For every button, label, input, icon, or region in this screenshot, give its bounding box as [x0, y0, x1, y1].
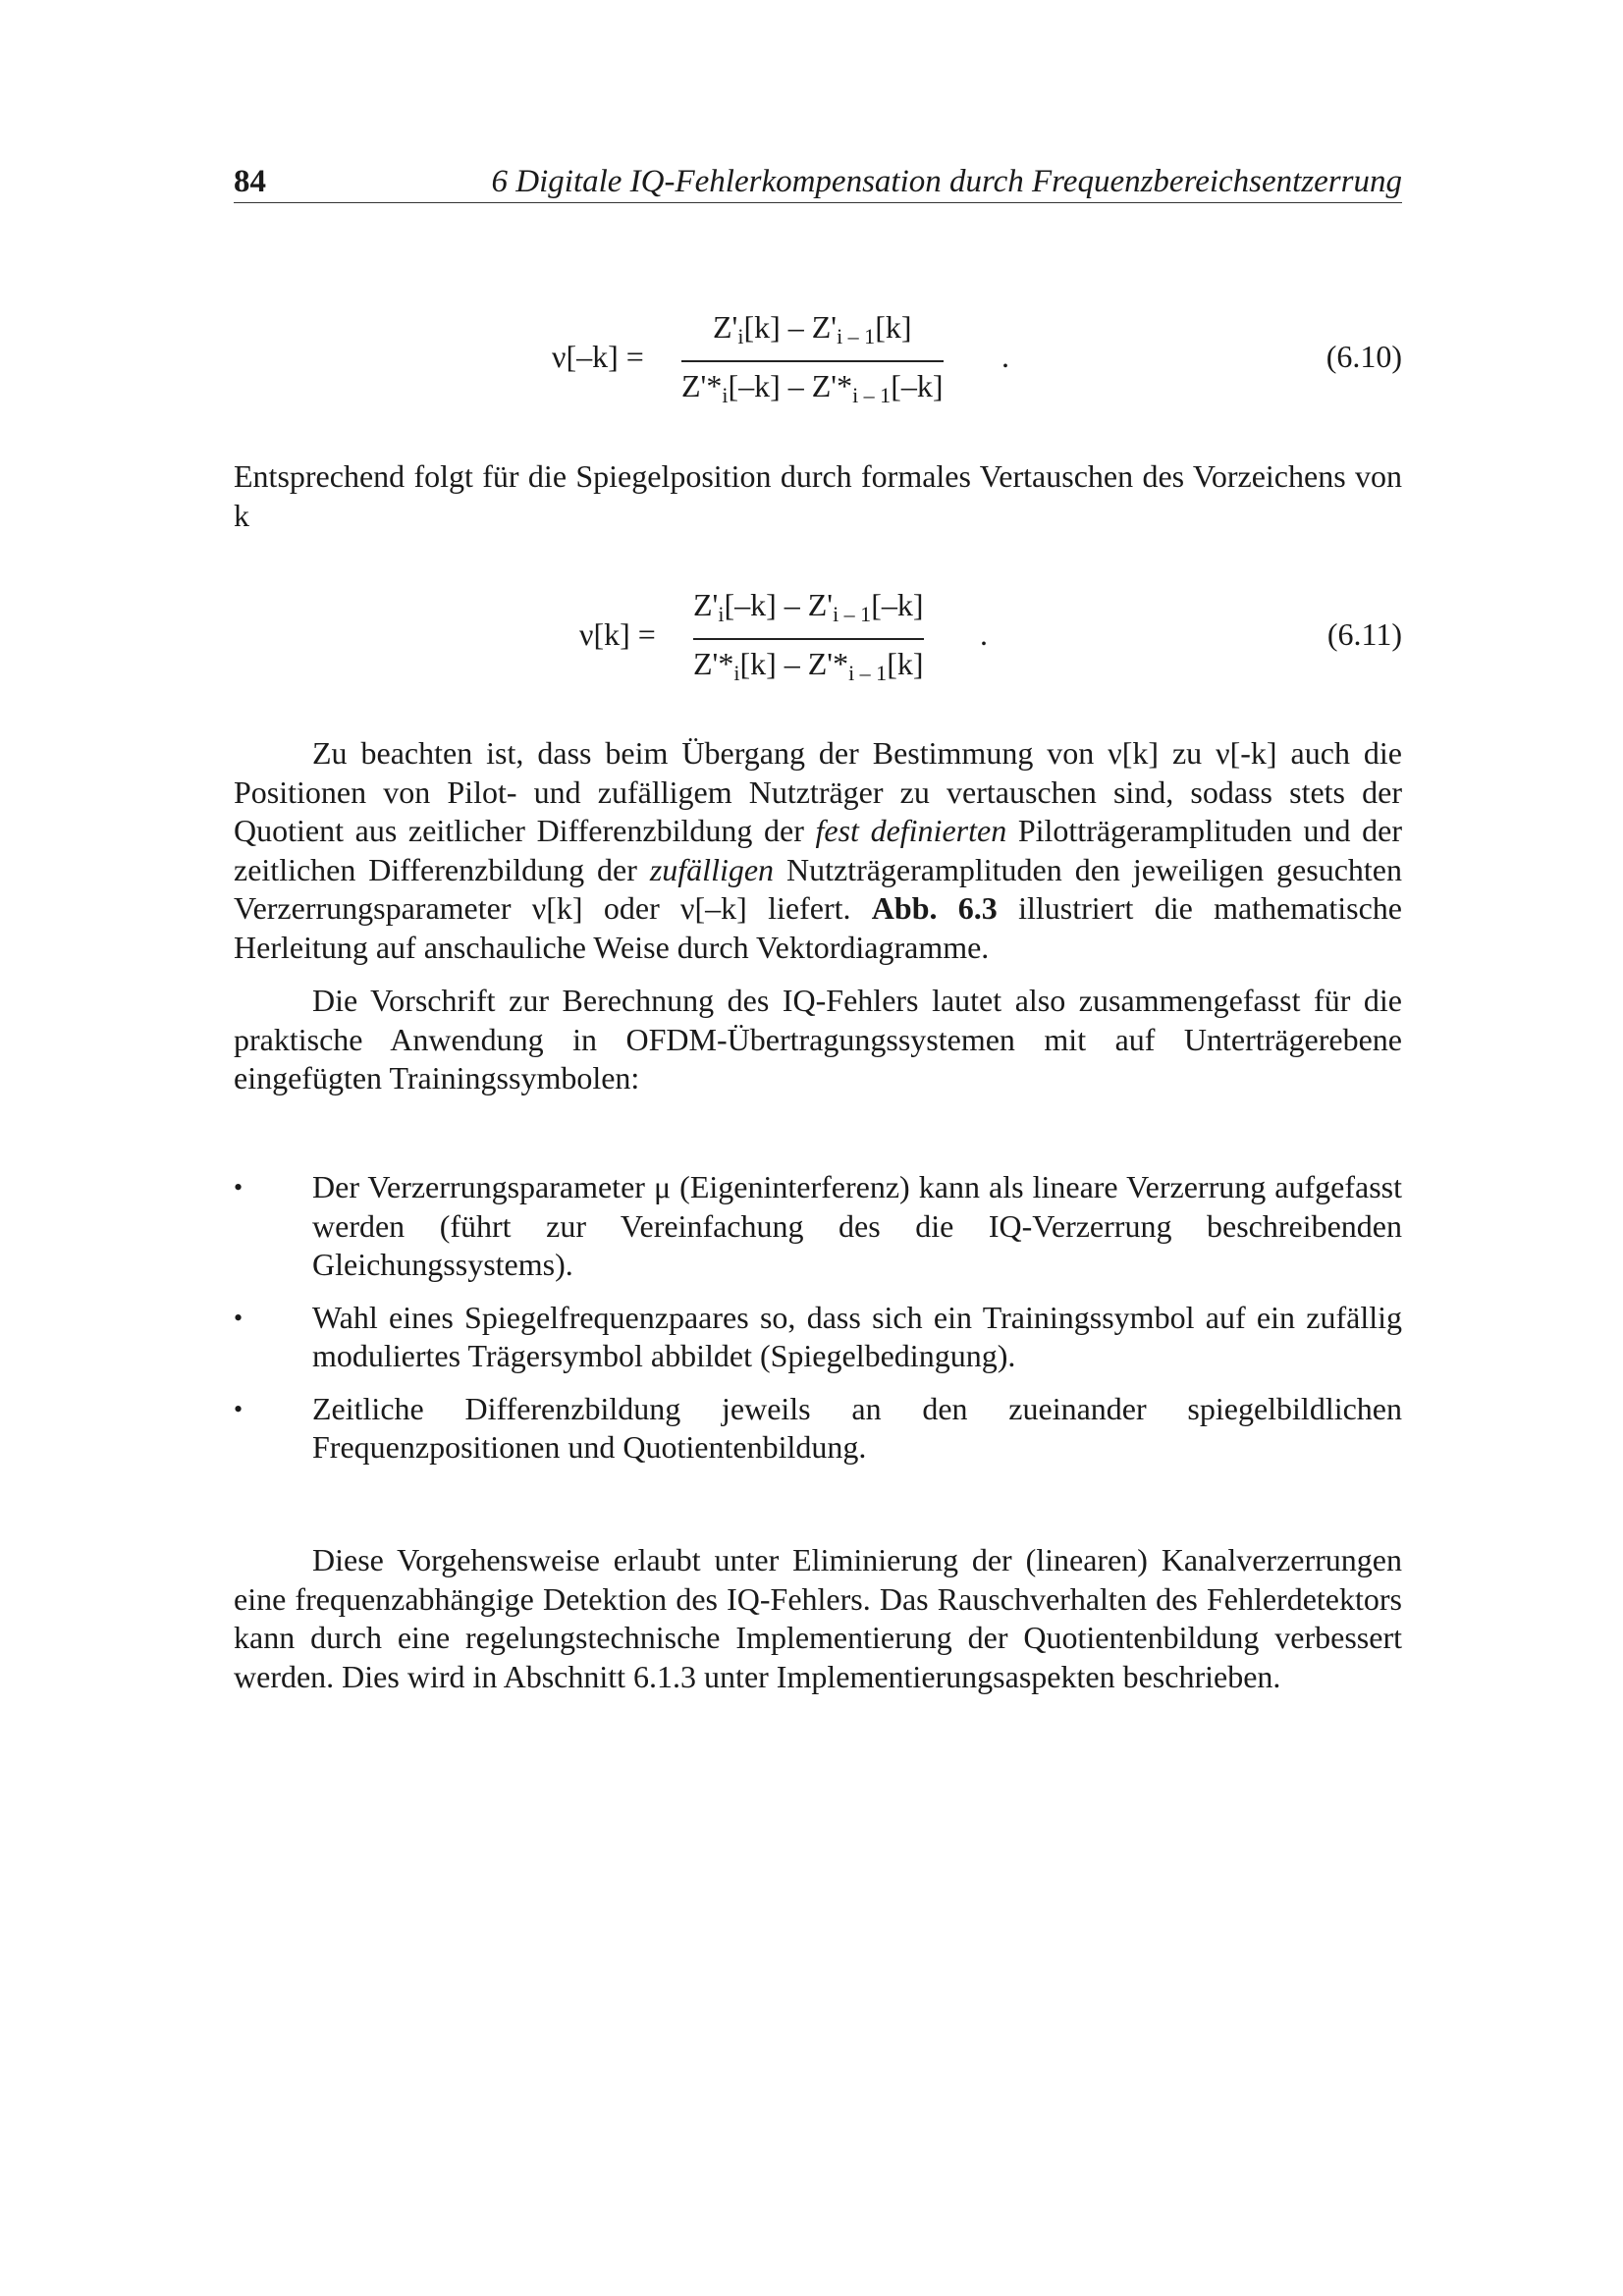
equation-fraction — [693, 587, 924, 691]
equation-lhs: ν[–k] = — [552, 339, 644, 374]
bullet-marker: • — [234, 1394, 243, 1423]
equation-numerator: $Z'_i[k] - Z'_{i - 1}[k]$ — [681, 309, 944, 362]
bullet-list — [234, 1168, 1402, 1468]
list-item: • Wahl eines Spiegelfrequenzpaares so, dass sich ein Trainingssymbol auf ein zufällig moduliertes Trägersymbol abbildet (Spiegelbedingung). — [234, 1299, 1402, 1373]
paragraph-vorschrift: Die Vorschrift zur Berechnung des IQ-Fehlers lautet also zusammengefasst für die praktische Anwendung in OFDM-Übertragungssystemen mit auf Unterträgerebene eingefügten Trainingssymbolen: — [234, 983, 1402, 1095]
bullet-marker: • — [234, 1303, 243, 1332]
equation-6-11 — [0, 587, 1623, 685]
paragraph-vertauschen: Zu beachten ist, dass beim Übergang der Bestimmung von ν[k] zu ν[-k] auch die Positionen von Pilot- und zufälligem Nutzträger zu vertauschen sind, sodass stets der Quotient aus zeitlicher Differenzbildung der fest definierten Pilotträgeramplituden und der zeitlichen Differenzbildung der zufälligen Nutzträgeramplituden den jeweiligen gesuchten Verzerrungsparameter ν[k] oder ν[–k] liefert. Abb. 6.3 illustriert die mathematische Herleitung auf anschauliche Weise durch Vektordiagramme. — [234, 735, 1403, 965]
equation-denominator: $Z'*_i[k] - Z'*_{i - 1}[k]$ — [693, 646, 924, 685]
equation-numerator: $Z'_i[-k] - Z'_{i - 1}[-k]$ — [693, 587, 924, 640]
page-number: 84 — [234, 164, 266, 199]
paragraph-intro-mirror: Entsprechend folgt für die Spiegelposition durch formales Vertauschen des Vorzeichens von k — [234, 458, 1402, 533]
list-item: • Zeitliche Differenzbildung jeweils an den zueinander spiegelbildlichen Frequenzpositionen und Quotientenbildung. — [234, 1390, 1402, 1465]
page-header — [234, 161, 1402, 203]
figure-reference: Abb. 6.3 — [871, 890, 998, 926]
equation-lhs: ν[k] = — [579, 616, 656, 652]
equation-denominator: $Z'*_i[-k] - Z'*_{i - 1}[-k]$ — [681, 368, 944, 407]
equation-number: (6.11) — [1326, 616, 1402, 652]
equation-number: (6.10) — [1325, 339, 1402, 374]
equation-period: . — [980, 616, 988, 652]
equation-period: . — [1001, 339, 1009, 374]
running-title: 6 Digitale IQ-Fehlerkompensation durch Frequenzbereichsentzerrung — [491, 164, 1402, 199]
equation-6-10 — [0, 309, 1623, 407]
bullet-marker: • — [234, 1173, 243, 1201]
paragraph-vorgehensweise: Diese Vorgehensweise erlaubt unter Eliminierung der (linearen) Kanalverzerrungen eine frequenzabhängige Detektion des IQ-Fehlers. Das Rauschverhalten des Fehlerdetektors kann durch eine regelungstechnische Implementierung der Quotientenbildung verbessert werden. Dies wird in Abschnitt 6.1.3 unter Implementierungsaspekten beschrieben. — [234, 1542, 1402, 1694]
equation-fraction — [681, 309, 944, 413]
list-item: • Der Verzerrungsparameter μ (Eigeninterferenz) kann als lineare Verzerrung aufgefasst werden (führt zur Vereinfachung des die IQ-Verzerrung beschreibenden Gleichungssystems). — [234, 1169, 1402, 1282]
